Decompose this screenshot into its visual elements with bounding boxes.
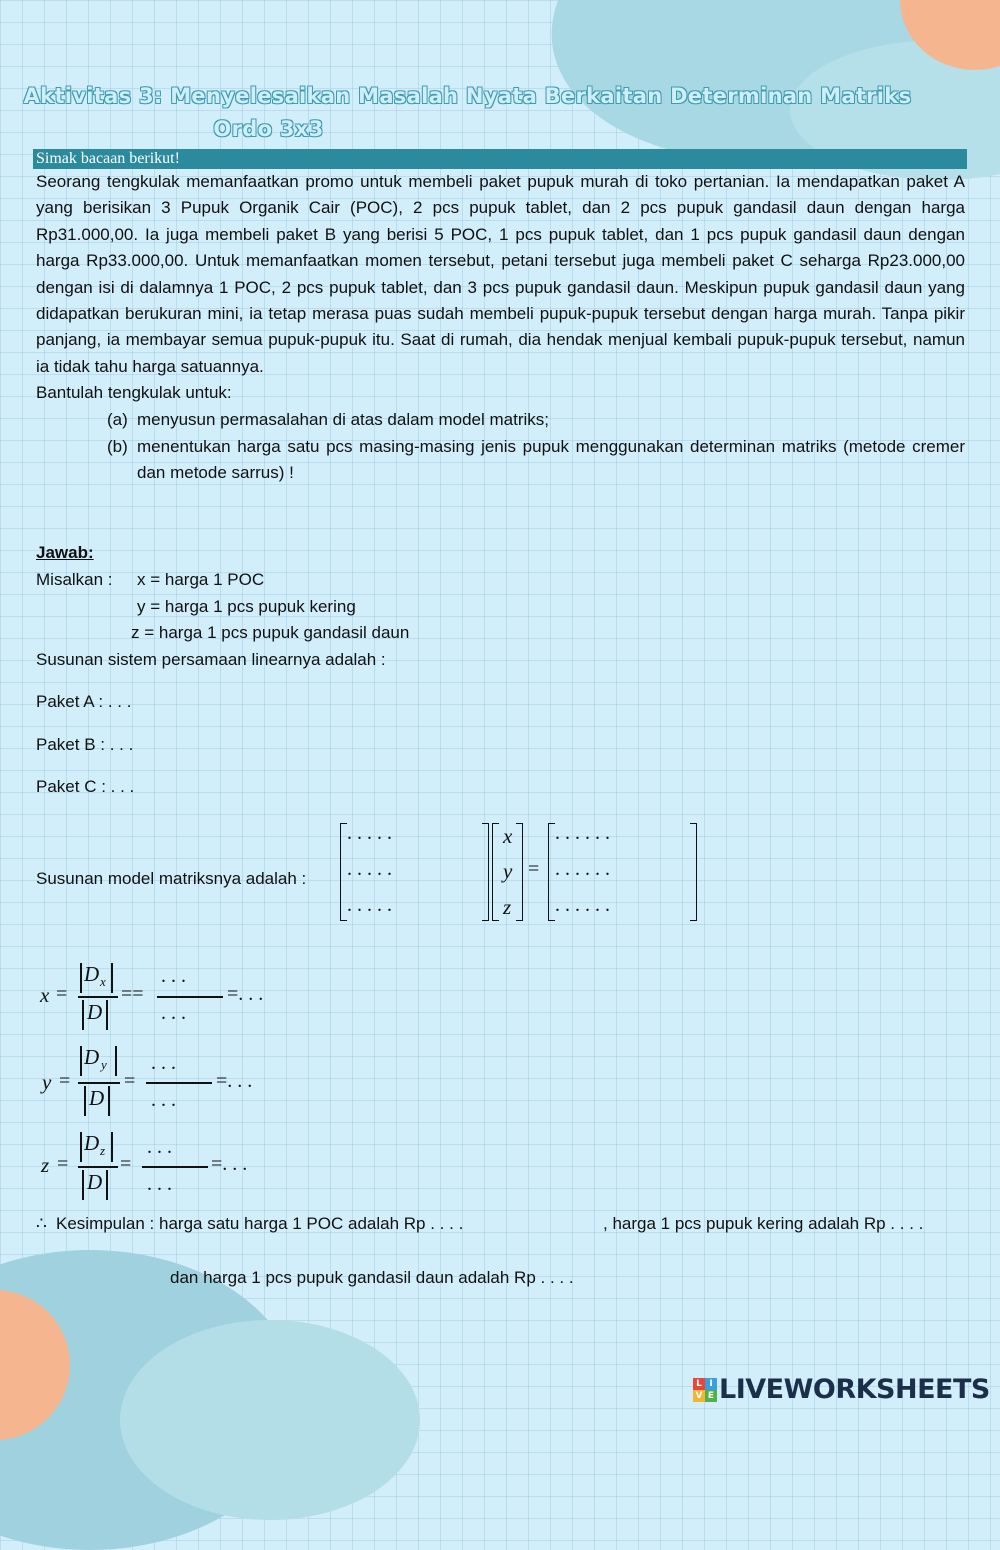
formula-z-eq1: = [57, 1153, 69, 1175]
formula-x-result: =. . . [227, 983, 264, 1005]
formula-y-d: D [89, 1086, 105, 1110]
formula-y-fraction-line [78, 1082, 120, 1084]
formula-x-eq2: == [121, 983, 144, 1005]
formula-y-dy-d: D [84, 1045, 100, 1069]
formula-x-dx-bar-left [80, 963, 82, 993]
liveworksheets-wordmark: LIVEWORKSHEETS [719, 1374, 990, 1405]
formula-x-denominator: . . . [161, 1002, 186, 1024]
formula-z-d: D [87, 1170, 103, 1194]
conclusion-part1: Kesimpulan : harga satu harga 1 POC adalah Rp . . . . [56, 1214, 464, 1233]
package-b-equation: Paket B : . . . [36, 735, 134, 754]
logo-letter-i: I [705, 1378, 717, 1390]
variable-vector-right-bracket [516, 823, 523, 921]
formula-y-eq1: = [59, 1070, 71, 1092]
liveworksheets-logo [693, 1374, 990, 1405]
variable-vector-left-bracket [492, 823, 499, 921]
constant-matrix-right-bracket [690, 823, 697, 921]
formula-x-d-bar-left [82, 1000, 84, 1030]
system-intro: Susunan sistem persamaan linearnya adalah : [36, 650, 386, 669]
liveworksheets-logo-icon [693, 1378, 717, 1402]
formula-y-d-bar-left [84, 1086, 86, 1116]
formula-x-fraction-line [78, 996, 118, 998]
formula-z-eq2: = [120, 1153, 132, 1175]
formula-x-dx-d: D [84, 962, 100, 986]
formula-x-dx-bar-right [111, 963, 113, 993]
task-a-text: menyusun permasalahan di atas dalam model matriks; [137, 410, 549, 429]
formula-z-denominator: . . . [147, 1173, 172, 1195]
conclusion-part3: dan harga 1 pcs pupuk gandasil daun adalah Rp . . . . [170, 1268, 574, 1287]
formula-z-var: z [41, 1153, 50, 1177]
formula-z-result: =. . . [211, 1153, 248, 1175]
answer-heading: Jawab: [36, 543, 94, 562]
task-b-label: (b) [107, 437, 128, 456]
formula-z-dz-bar-left [80, 1132, 82, 1162]
formula-z-dz-sub: z [100, 1143, 106, 1158]
coefficient-matrix-row-3: . . . . . [347, 894, 392, 916]
constant-matrix-row-3: . . . . . . [555, 894, 610, 916]
formula-y-denominator: . . . [151, 1089, 176, 1111]
package-a-equation: Paket A : . . . [36, 692, 132, 711]
constant-matrix-left-bracket [548, 823, 555, 921]
formula-y-eq2: = [124, 1070, 136, 1092]
logo-letter-v: V [693, 1390, 705, 1402]
section-bar: Simak bacaan berikut! [33, 149, 967, 169]
coefficient-matrix-row-2: . . . . . [347, 858, 392, 880]
package-c-equation: Paket C : . . . [36, 777, 135, 796]
vector-x: x [503, 824, 513, 848]
page-title-line1: Aktivitas 3: Menyelesaikan Masalah Nyata Berkaitan Determinan Matriks [23, 84, 912, 108]
var-y-definition: y = harga 1 pcs pupuk kering [137, 597, 356, 616]
conclusion-part2: , harga 1 pcs pupuk kering adalah Rp . . . . [603, 1214, 924, 1233]
formula-y-fraction-line-2 [146, 1082, 212, 1084]
task-a-label: (a) [107, 410, 128, 429]
coefficient-matrix-left-bracket [340, 823, 347, 921]
var-z-definition: z = harga 1 pcs pupuk gandasil daun [131, 623, 410, 642]
formula-y-var: y [42, 1070, 52, 1094]
let-label: Misalkan : [36, 570, 113, 589]
formula-x-d: D [87, 1000, 103, 1024]
story-paragraph: Seorang tengkulak memanfaatkan promo untuk membeli paket pupuk murah di toko pertanian. Ia mendapatkan paket A yang berisikan 3 Pupuk Organik Cair (POC), 2 pcs pupuk tablet, dan 2 pcs pupuk gandasil daun dengan harga Rp31.000,00. Ia juga membeli paket B yang berisi 5 POC, 1 pcs pupuk tablet, dan 1 pcs pupuk gandasil daun dengan harga Rp33.000,00. Untuk memanfaatkan momen tersebut, petani tersebut juga membeli paket C seharga Rp23.000,00 dengan isi di dalamnya 1 POC, 2 pcs pupuk tablet, dan 3 pcs pupuk gandasil daun. Meskipun pupuk gandasil daun yang didapatkan berukuran mini, ia tetap merasa puas sudah membeli pupuk-pupuk tersebut dengan harga murah. Tanpa pikir panjang, ia membayar semua pupuk-pupuk itu. Saat di rumah, dia hendak menjual kembali pupuk-pupuk tersebut, namun ia tidak tahu harga satuannya. [36, 172, 965, 376]
formula-x-dx-sub: x [100, 974, 106, 989]
formula-z-numerator: . . . [147, 1136, 172, 1158]
logo-letter-e: E [705, 1390, 717, 1402]
formula-y-dy-bar-right [115, 1046, 117, 1076]
logo-letter-l: L [693, 1378, 705, 1390]
formula-y-dy-sub: y [101, 1057, 107, 1072]
vector-y: y [503, 859, 513, 883]
matrix-intro: Susunan model matriksnya adalah : [36, 869, 307, 888]
formula-x-eq1: = [56, 983, 68, 1005]
formula-x-numerator: . . . [161, 965, 186, 987]
formula-z-dz-d: D [84, 1131, 100, 1155]
var-x-definition: x = harga 1 POC [137, 570, 265, 589]
formula-y-result: =. . . [216, 1070, 253, 1092]
page-title-line2: Ordo 3x3 [213, 117, 324, 141]
task-a [107, 407, 965, 433]
formula-x-var: x [40, 983, 50, 1007]
matrix-equals-sign: = [528, 858, 540, 880]
formula-z-fraction-line [78, 1166, 118, 1168]
constant-matrix-row-2: . . . . . . [555, 858, 610, 880]
formula-z-fraction-line-2 [142, 1166, 208, 1168]
coefficient-matrix-row-1: . . . . . [347, 822, 392, 844]
task-b-text: menentukan harga satu pcs masing-masing jenis pupuk menggunakan determinan matriks (metode cremer dan metode sarrus) ! [137, 437, 965, 483]
formula-y-dy-bar-left [80, 1046, 82, 1076]
formula-z-d-bar-right [106, 1170, 108, 1200]
formula-y-numerator: . . . [151, 1052, 176, 1074]
decor-wave-bottom-2 [120, 1320, 420, 1520]
help-intro: Bantulah tengkulak untuk: [36, 383, 232, 402]
formula-y-d-bar-right [108, 1086, 110, 1116]
formula-x-d-bar-right [106, 1000, 108, 1030]
constant-matrix-row-1: . . . . . . [555, 822, 610, 844]
formula-z-dz-bar-right [111, 1132, 113, 1162]
coefficient-matrix-right-bracket [482, 823, 489, 921]
formula-x-fraction-line-2 [157, 996, 223, 998]
task-b [107, 434, 965, 487]
formula-z-d-bar-left [82, 1170, 84, 1200]
vector-z: z [503, 895, 512, 919]
therefore-symbol: ∴ [36, 1214, 47, 1233]
